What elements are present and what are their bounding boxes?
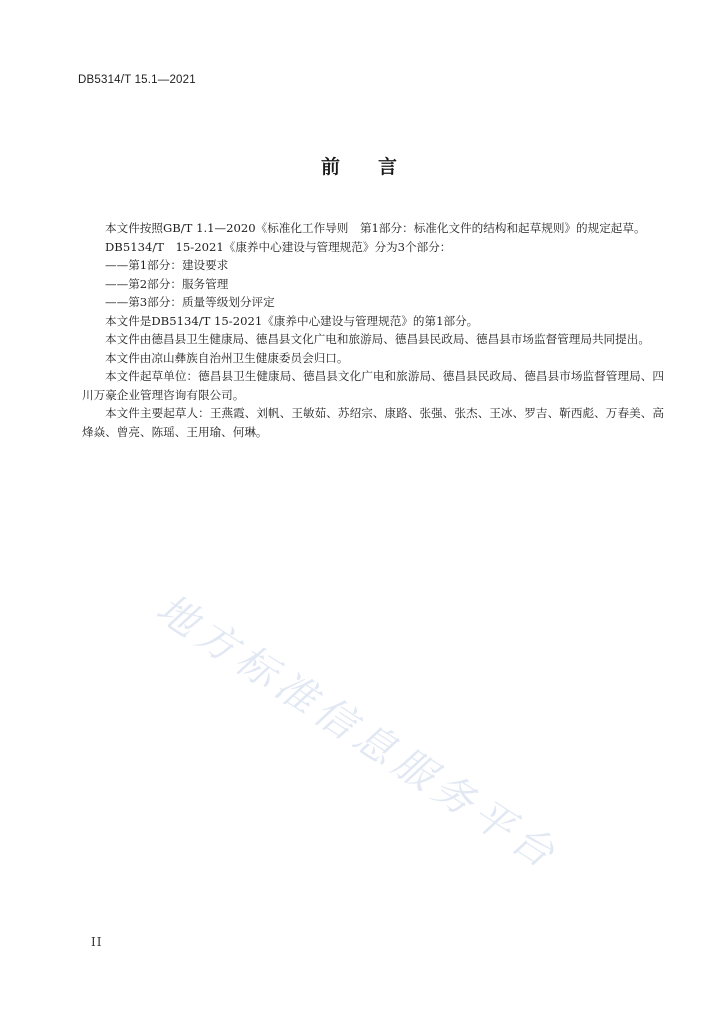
preface-body [82,219,664,441]
document-code-header: DB5314/T 15.1—2021 [78,74,196,86]
list-item-part-2: ——第2部分：服务管理 [105,276,229,291]
paragraph-drafters: 本文件主要起草人：王燕霞、刘帆、王敏茹、苏绍宗、康路、张强、张杰、王冰、罗吉、靳西彪、万春美、高烽焱、曾亮、陈瑶、王用瑜、何琳。 [82,406,664,439]
paragraph-centralized-by: 本文件由凉山彝族自治州卫生健康委员会归口。 [105,350,349,365]
list-item-part-1: ——第1部分：建设要求 [105,258,229,272]
paragraph-proposed-by: 本文件由德昌县卫生健康局、德昌县文化广电和旅游局、德昌县民政局、德昌县市场监督管理局共同提出。 [105,332,650,346]
paragraph-parts-intro: DB5134/T 15-2021《康养中心建设与管理规范》分为3个部分： [105,239,452,254]
page-title: 前言 [320,156,435,178]
watermark-text: 地方标准信息服务平台 [148,585,568,881]
paragraph-drafting-basis: 本文件按照GB/T 1.1—2020《标准化工作导则 第1部分：标准化文件的结构和起草规则》的规定起草。 [105,221,646,235]
paragraph-this-part: 本文件是DB5134/T 15-2021《康养中心建设与管理规范》的第1部分。 [105,313,479,328]
page-number: II [91,935,103,949]
list-item-part-3: ——第3部分：质量等级划分评定 [105,295,275,309]
paragraph-drafting-units: 本文件起草单位：德昌县卫生健康局、德昌县文化广电和旅游局、德昌县民政局、德昌县市场监督管理局、四川万豪企业管理咨询有限公司。 [82,369,664,402]
